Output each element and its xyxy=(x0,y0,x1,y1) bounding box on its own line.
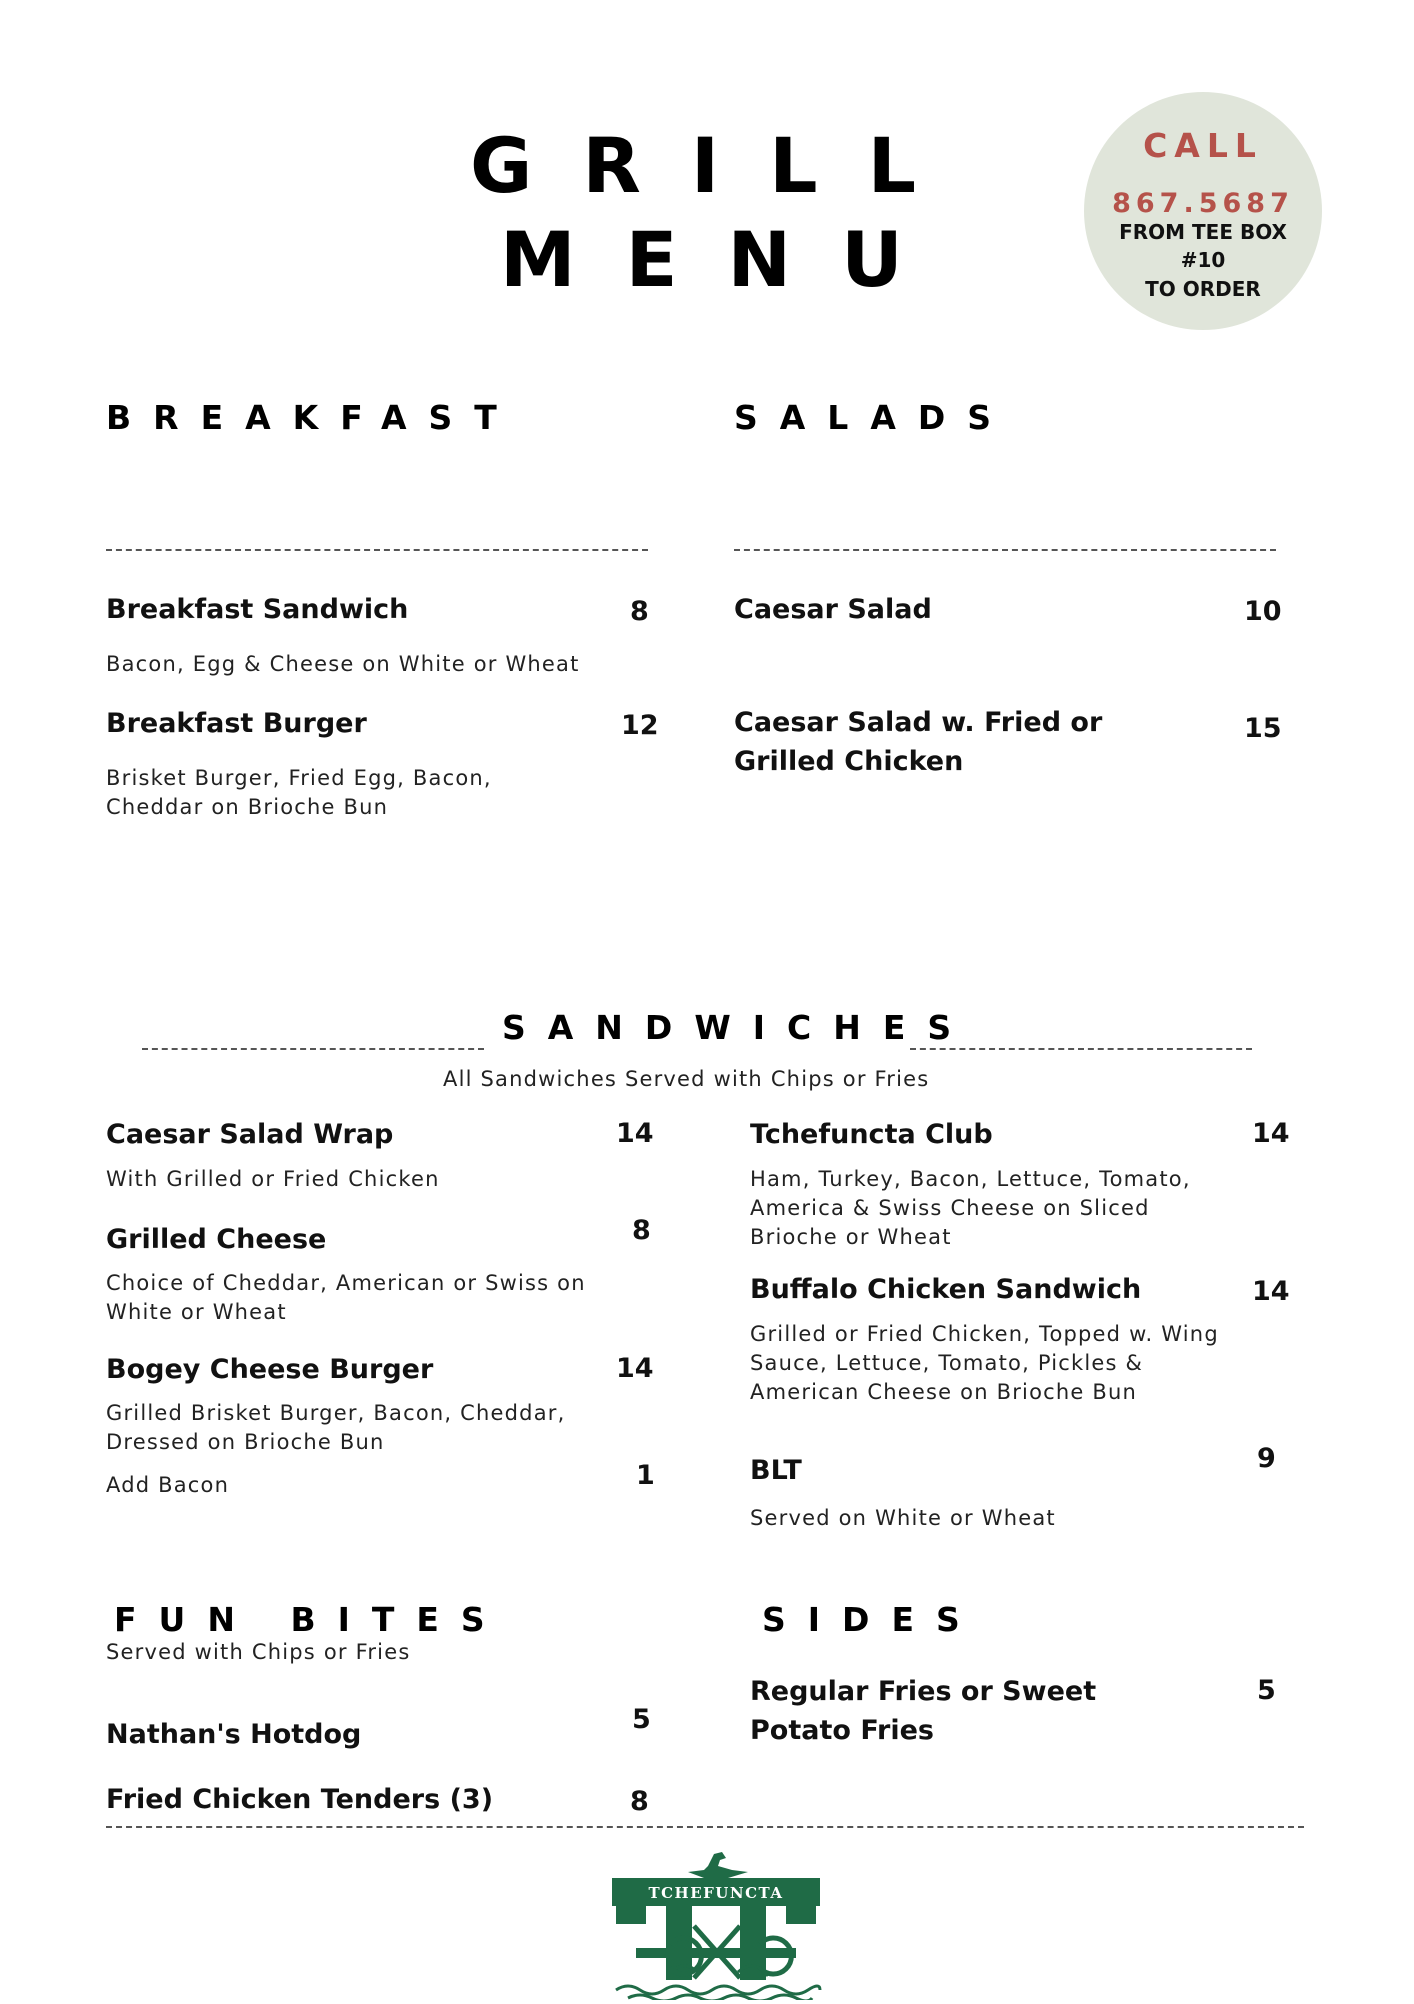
menu-item-price: 14 xyxy=(1252,1118,1290,1149)
menu-item-price: 5 xyxy=(1257,1675,1276,1706)
menu-item-price: 14 xyxy=(616,1118,654,1149)
sandwiches-subtitle: All Sandwiches Served with Chips or Fries xyxy=(443,1067,930,1091)
menu-item-price: 15 xyxy=(1244,713,1282,744)
badge-line-3: TO ORDER xyxy=(1145,277,1261,301)
breakfast-divider xyxy=(106,549,648,551)
add-on-price: 1 xyxy=(636,1460,655,1491)
call-to-order-badge xyxy=(1084,92,1322,330)
tchefuncta-logo xyxy=(608,1848,828,2000)
badge-phone-number: 867.5687 xyxy=(1112,188,1294,219)
menu-item-name: Nathan's Hotdog xyxy=(106,1719,362,1750)
menu-item-name: Buffalo Chicken Sandwich xyxy=(750,1274,1142,1305)
menu-item-description: Grilled Brisket Burger, Bacon, Cheddar, Dressed on Brioche Bun xyxy=(106,1401,566,1454)
add-on-name: Add Bacon xyxy=(106,1473,230,1497)
menu-item-name: Breakfast Sandwich xyxy=(106,594,409,625)
menu-item-description: Brisket Burger, Fried Egg, Bacon, Cheddar on Brioche Bun xyxy=(106,766,492,819)
menu-item-name: Regular Fries or Sweet Potato Fries xyxy=(750,1676,1097,1747)
menu-item-price: 12 xyxy=(621,710,659,741)
breakfast-heading: BREAKFAST xyxy=(106,398,519,437)
menu-item-price: 10 xyxy=(1244,596,1282,627)
salads-divider xyxy=(734,549,1276,551)
menu-item-name: Fried Chicken Tenders (3) xyxy=(106,1784,494,1815)
page-title-line1: GRILL xyxy=(470,121,967,210)
menu-item-description: Choice of Cheddar, American or Swiss on White or Wheat xyxy=(106,1271,586,1324)
menu-item-description: Ham, Turkey, Bacon, Lettuce, Tomato, America & Swiss Cheese on Sliced Brioche or Wheat xyxy=(750,1167,1191,1249)
menu-item-description: Bacon, Egg & Cheese on White or Wheat xyxy=(106,652,580,676)
menu-item-name: BLT xyxy=(750,1455,802,1486)
menu-item-description: Grilled or Fried Chicken, Topped w. Wing Sauce, Lettuce, Tomato, Pickles & American Cheese on Brioche Bun xyxy=(750,1322,1219,1404)
badge-line-2: #10 xyxy=(1180,248,1226,272)
sides-heading: SIDES xyxy=(762,1600,982,1639)
footer-divider xyxy=(106,1826,1304,1828)
tchefuncta-crest-icon xyxy=(608,1848,828,2000)
fun-bites-subtitle: Served with Chips or Fries xyxy=(106,1640,411,1664)
svg-text:TCHEFUNCTA: TCHEFUNCTA xyxy=(648,1884,784,1902)
menu-item-name: Caesar Salad Wrap xyxy=(106,1119,394,1150)
badge-line-1: FROM TEE BOX xyxy=(1119,220,1287,244)
menu-item-price: 14 xyxy=(616,1353,654,1384)
menu-item-name: Bogey Cheese Burger xyxy=(106,1354,434,1385)
menu-item-name: Breakfast Burger xyxy=(106,708,367,739)
salads-heading: SALADS xyxy=(734,398,1014,437)
menu-item-description: With Grilled or Fried Chicken xyxy=(106,1167,440,1191)
sandwiches-divider-right xyxy=(910,1048,1252,1050)
menu-item-name: Caesar Salad xyxy=(734,594,932,625)
badge-call-label: CALL xyxy=(1143,126,1263,165)
menu-item-price: 8 xyxy=(632,1215,651,1246)
menu-item-name: Caesar Salad w. Fried or Grilled Chicken xyxy=(734,707,1103,778)
sandwiches-divider-left xyxy=(142,1048,484,1050)
menu-item-description: Served on White or Wheat xyxy=(750,1506,1056,1530)
menu-item-price: 14 xyxy=(1252,1276,1290,1307)
page-title-line2: MENU xyxy=(500,215,953,304)
menu-item-price: 8 xyxy=(630,596,649,627)
fun-bites-heading: FUN BITES xyxy=(114,1600,507,1639)
menu-item-name: Tchefuncta Club xyxy=(750,1119,993,1150)
menu-item-name: Grilled Cheese xyxy=(106,1224,327,1255)
menu-item-price: 8 xyxy=(630,1786,649,1817)
menu-item-price: 5 xyxy=(632,1704,651,1735)
menu-item-price: 9 xyxy=(1257,1443,1276,1474)
sandwiches-heading: SANDWICHES xyxy=(502,1008,974,1047)
